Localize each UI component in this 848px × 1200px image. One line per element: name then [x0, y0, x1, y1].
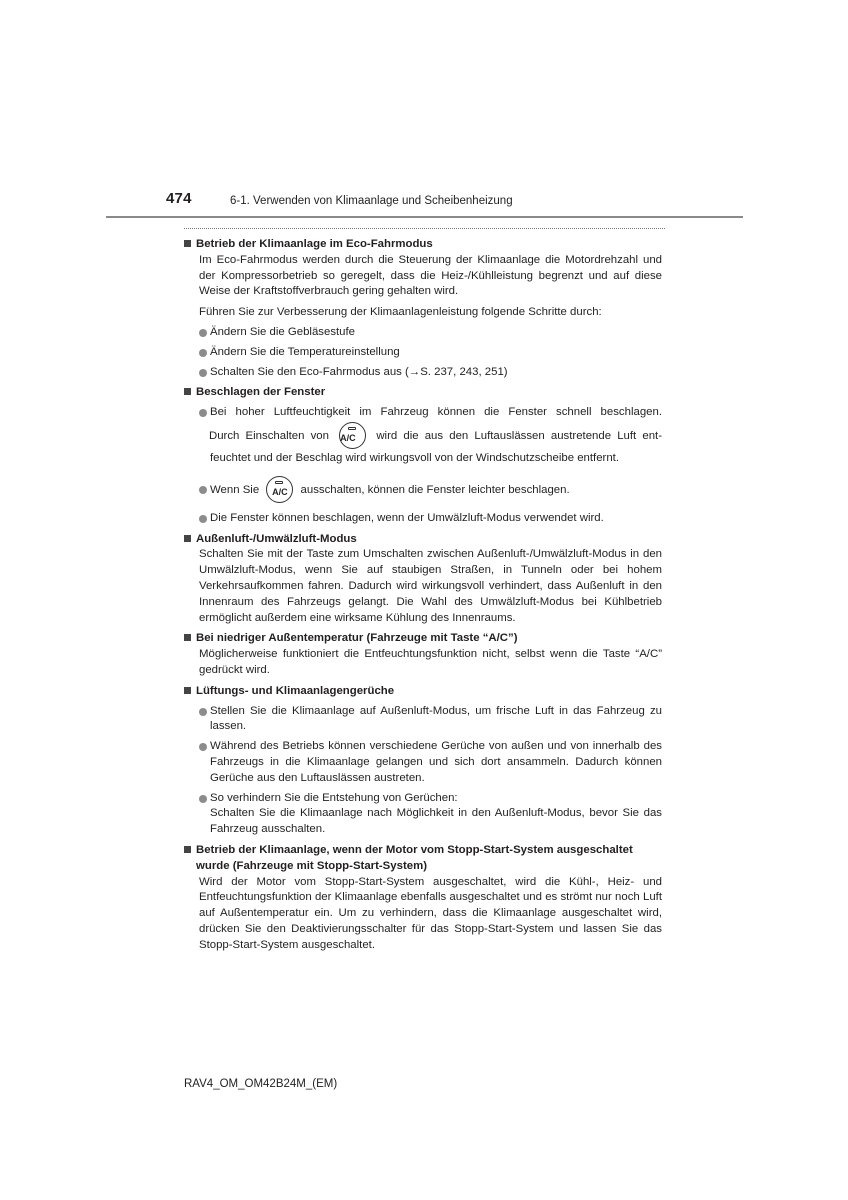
list-item: Die Fenster können beschlagen, wenn der Umwälzluft-Modus verwendet wird.	[199, 511, 662, 527]
section-heading: Beschlagen der Fenster	[184, 385, 662, 401]
section-header-title: 6-1. Verwenden von Klimaanlage und Scheibenheizung	[230, 195, 513, 207]
section-heading: Bei niedriger Außentemperatur (Fahrzeuge mit Taste “A/C”)	[184, 631, 662, 647]
header-divider	[106, 216, 743, 218]
document-code: RAV4_OM_OM42B24M_(EM)	[184, 1078, 338, 1090]
paragraph: Im Eco-Fahrmodus werden durch die Steuerung der Klimaanlage die Motordrehzahl und der Kompressorbetrieb so geregelt, dass die Heiz-/Kühlleistung begrenzt und auf diese Weise der Kraftstoffverbrauch gering gehalten wird.	[199, 253, 662, 298]
list-item: Während des Betriebs können verschiedene Gerüche von außen und von innerhalb des Fahrzeugs in die Klimaanlage gelangen und sich dort ansammeln. Dadurch können Gerüche aus den Luftauslässen austreten.	[199, 739, 662, 786]
bullet-dot-icon	[199, 486, 207, 494]
bullet-dot-icon	[199, 743, 207, 751]
square-bullet-icon	[184, 846, 191, 853]
paragraph: Wird der Motor vom Stopp-Start-System ausgeschaltet, wird die Kühl-, Heiz- und Entfeuchtungsfunktion der Klimaanlage ebenfalls ausgeschaltet und es strömt nur noch Luft auf Außentemperatur ein. Um zu verhindern, dass die Klimaanlage ausgeschaltet wird, drücken Sie den Deaktivierungsschalter für das Stopp-Start-System und lassen Sie das Stopp-Start-System ausgeschaltet.	[199, 875, 662, 951]
list-item: Schalten Sie den Eco-Fahrmodus aus (→S. 237, 243, 251)	[199, 365, 662, 381]
section-heading: Lüftungs- und Klimaanlagengerüche	[184, 684, 662, 700]
page-number: 474	[166, 190, 192, 207]
square-bullet-icon	[184, 634, 191, 641]
bullet-dot-icon	[199, 795, 207, 803]
list-item: So verhindern Sie die Entstehung von Gerüchen: Schalten Sie die Klimaanlage nach Möglichkeit in den Außenluft-Modus, bevor Sie das Fahrzeug ausschalten.	[199, 791, 662, 838]
square-bullet-icon	[184, 240, 191, 247]
bullet-dot-icon	[199, 409, 207, 417]
paragraph: Möglicherweise funktioniert die Entfeuchtungsfunktion nicht, selbst wenn die Taste “A/C” gedrückt wird.	[199, 648, 662, 676]
list-item: Ändern Sie die Temperatureinstellung	[199, 345, 662, 361]
section-heading: Betrieb der Klimaanlage im Eco-Fahrmodus	[184, 237, 662, 253]
paragraph: Führen Sie zur Verbesserung der Klimaanlagenleistung folgende Schritte durch:	[199, 306, 602, 319]
ac-button-icon: A/C	[266, 476, 293, 503]
square-bullet-icon	[184, 687, 191, 694]
ac-button-icon: A/C	[339, 422, 366, 449]
page-content	[184, 235, 662, 953]
content-dotted-divider	[184, 228, 665, 229]
list-item: Wenn Sie A/C ausschalten, können die Fenster leichter beschlagen.	[199, 475, 662, 505]
bullet-dot-icon	[199, 329, 207, 337]
section-heading: Betrieb der Klimaanlage, wenn der Motor vom Stopp-Start-System ausgeschaltet wurde (Fahrzeuge mit Stopp-Start-System)	[184, 843, 662, 875]
bullet-dot-icon	[199, 369, 207, 377]
section-heading: Außenluft-/Umwälzluft-Modus	[184, 532, 662, 548]
square-bullet-icon	[184, 388, 191, 395]
list-item: Bei hoher Luftfeuchtigkeit im Fahrzeug können die Fenster schnell beschlagen. Durch Einschalten von A/C wird die aus den Luftauslässen austretende Luft ent- feuchtet und der Beschlag wird wirkungsvoll von der Windschutzscheibe entfernt.	[199, 405, 662, 467]
square-bullet-icon	[184, 535, 191, 542]
paragraph: Schalten Sie mit der Taste zum Umschalten zwischen Außenluft-/Umwälzluft-Modus in den Umwälzluft-Modus, wenn Sie auf staubigen Straßen, in Tunneln oder bei hohem Verkehrsaufkommen fahren. Dadurch wird wirkungsvoll verhindert, dass Außenluft in den Innenraum des Fahrzeugs gelangt. Die Wahl des Umwälzluft-Modus bei Kühlbetrieb ermöglicht außerdem eine wirksame Kühlung des Innenraums.	[199, 548, 662, 624]
bullet-dot-icon	[199, 708, 207, 716]
bullet-dot-icon	[199, 349, 207, 357]
bullet-dot-icon	[199, 515, 207, 523]
list-item: Ändern Sie die Gebläsestufe	[199, 325, 662, 341]
list-item: Stellen Sie die Klimaanlage auf Außenluft-Modus, um frische Luft in das Fahrzeug zu lassen.	[199, 704, 662, 736]
